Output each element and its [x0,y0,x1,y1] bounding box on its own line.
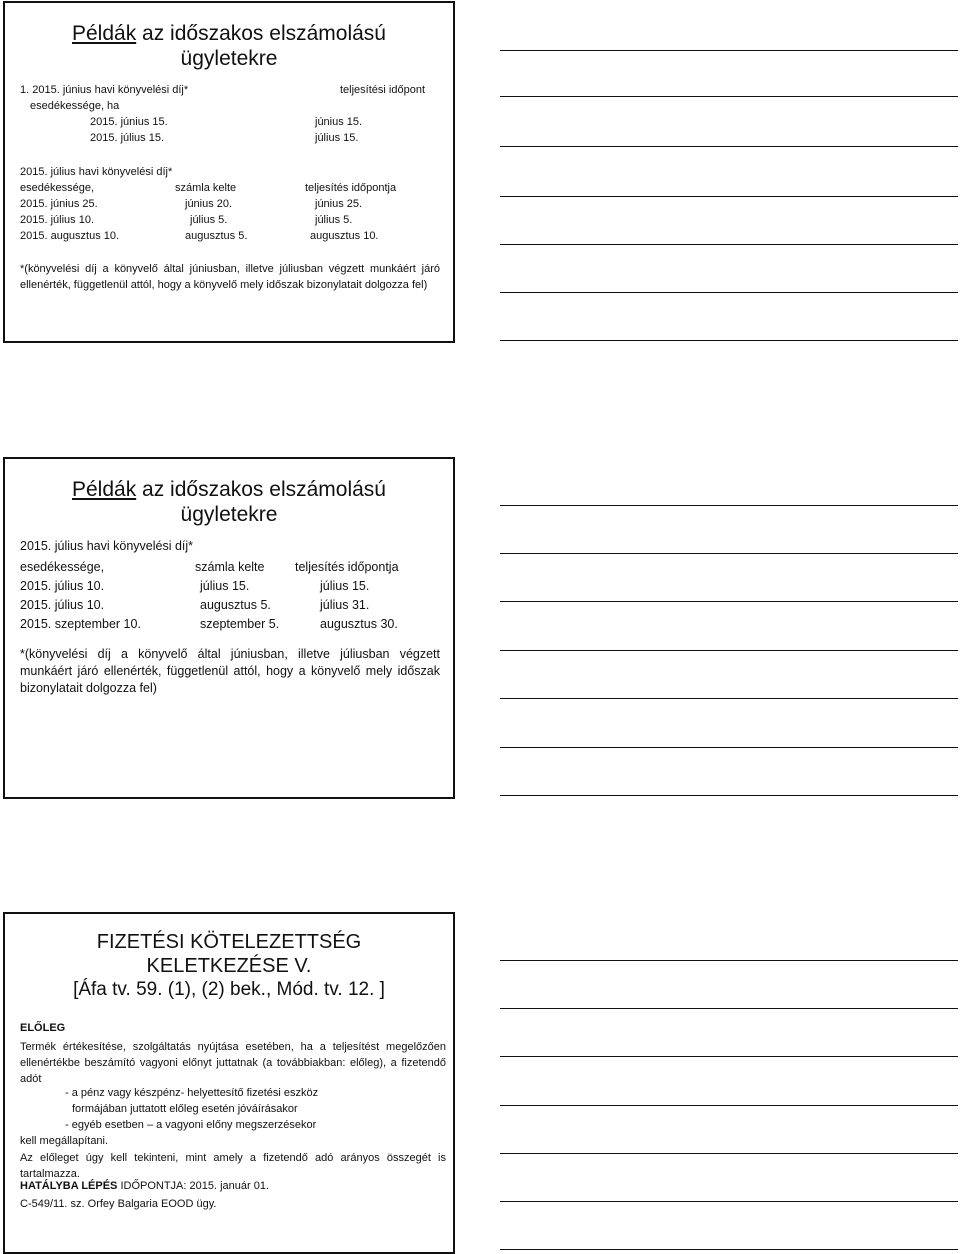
note-line [500,698,958,699]
bullet-2: - egyéb esetben – a vagyoni előny megszerzésekor [65,1119,317,1131]
slide-2-footnote: *(könyvelési díj a könyvelő által júniusban, illetve júliusban végzett munkáért járó ellenérték, függetlenül attól, hogy a könyvelő mely időszak bizonylatait dolgozza fel) [20,647,440,695]
slide-2-col-header-b: számla kelte [195,560,265,574]
slide-2-row3-a: 2015. szeptember 10. [20,617,141,631]
note-line [500,601,958,602]
bullet-1b: formájában juttatott előleg esetén jóváírásakor [72,1103,298,1115]
slide-1-title-rest: az időszakos elszámolású [136,22,386,45]
col-header-a: esedékessége, [20,182,94,194]
note-line [500,1008,958,1009]
effective-label: HATÁLYBA LÉPÉS [20,1180,118,1192]
slide-1-title-underlined: Példák [71,22,137,45]
row-a1-a: 2015. június 15. [90,116,168,128]
note-line [500,960,958,961]
note-line [500,340,958,341]
line1-left: 1. 2015. június havi könyvelési díj* [20,84,189,96]
effective-rest: IDŐPONTJA: 2015. január 01. [117,1180,270,1192]
note-line [500,50,958,51]
row-a2-a: 2015. július 15. [90,132,164,144]
line2: esedékessége, ha [30,100,120,112]
row-a2-b: július 15. [315,132,359,144]
line1-right: teljesítési időpont [340,84,425,96]
section-label: ELŐLEG [20,1022,66,1034]
col-header-b: számla kelte [175,182,237,194]
heading2: 2015. július havi könyvelési díj* [20,166,173,178]
note-line [500,650,958,651]
slide-3-title-line1: FIZETÉSI KÖTELEZETTSÉG [96,931,362,953]
note-line [500,1201,958,1202]
slide-2-title-rest: az időszakos elszámolású [136,478,386,501]
slide-2-col-header-a: esedékessége, [20,560,105,574]
note-line [500,292,958,293]
slide-3-para2: Az előleget úgy kell tekinteni, mint amely a fizetendő adó arányos összegét is tartalmazza. [20,1152,446,1180]
slide-2-row3-b: szeptember 5. [200,617,280,631]
slide-2-row1-b: július 15. [200,579,250,593]
row-b2-a: 2015. július 10. [20,214,94,226]
slide-3 [3,912,455,1254]
note-line [500,1249,958,1250]
slide-2-row2-b: augusztus 5. [200,598,271,612]
note-line [500,96,958,97]
effective-date [20,1178,269,1194]
note-line [500,505,958,506]
line-kell: kell megállapítani. [20,1135,109,1147]
slide-1-footnote: *(könyvelési díj a könyvelő által júniusban, illetve júliusban végzett munkáért járó ellenérték, függetlenül attól, hogy a könyvelő mely időszak bizonylatait dolgozza fel) [20,263,440,291]
row-b3-a: 2015. augusztus 10. [20,230,120,242]
row-b2-b: július 5. [190,214,228,226]
slide-2-row1-c: július 15. [320,579,370,593]
note-line [500,553,958,554]
row-b1-a: 2015. június 25. [20,198,98,210]
slide-2-title [5,477,453,527]
slide-3-title [5,930,453,1002]
slide-2 [3,457,455,799]
slide-2-title-line2: ügyletekre [180,503,278,526]
slide-3-title-line2: KELETKEZÉSE V. [146,955,312,977]
row-b1-b: június 20. [185,198,233,210]
note-line [500,196,958,197]
note-line [500,244,958,245]
slide-2-row1-a: 2015. július 10. [20,579,105,593]
note-line [500,1105,958,1106]
row-b1-c: június 25. [315,198,363,210]
slide-2-heading: 2015. július havi könyvelési díj* [20,539,194,553]
slide-3-para1: Termék értékesítése, szolgáltatás nyújtása esetében, ha a teljesítést megelőzően ellenértékbe beszámító vagyoni előnyt juttatnak (a továbbiakban: előleg), a fizetendő adót [20,1041,446,1085]
note-line [500,795,958,796]
note-line [500,1056,958,1057]
slide-2-row2-c: július 31. [320,598,370,612]
row-b2-c: július 5. [315,214,353,226]
slide-1-title [5,21,453,71]
note-line [500,1153,958,1154]
slide-1-title-line2: ügyletekre [180,47,278,70]
row-b3-b: augusztus 5. [185,230,248,242]
col-header-c: teljesítés időpontja [305,182,397,194]
slide-2-row2-a: 2015. július 10. [20,598,105,612]
slide-2-row3-c: augusztus 30. [320,617,398,631]
row-a1-b: június 15. [315,116,363,128]
bullet-1: - a pénz vagy készpénz- helyettesítő fizetési eszköz [65,1087,319,1099]
slide-3-title-line3: [Áfa tv. 59. (1), (2) bek., Mód. tv. 12. ] [73,979,385,1000]
row-b3-c: augusztus 10. [310,230,379,242]
slide-2-title-underlined: Példák [71,478,137,501]
slide-2-col-header-c: teljesítés időpontja [295,560,399,574]
note-line [500,747,958,748]
note-line [500,146,958,147]
slide-1 [3,1,455,343]
case-ref: C-549/11. sz. Orfey Balgaria EOOD ügy. [20,1198,217,1210]
